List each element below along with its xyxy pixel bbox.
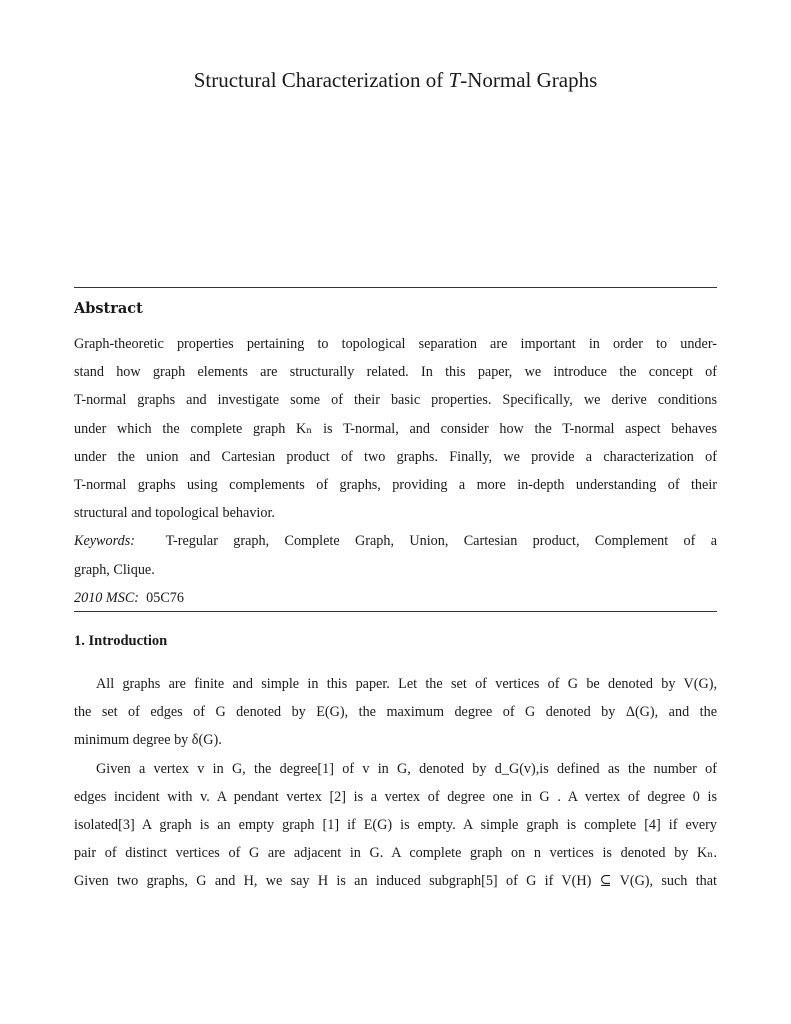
- abstract-line: structural and topological behavior.: [74, 505, 275, 522]
- intro-line: edges incident with v. A pendant vertex [2] is a vertex of degree one in G . A vertex of degree 0 is: [74, 788, 717, 805]
- msc-value: 05C76: [146, 589, 184, 606]
- intro-line: Given two graphs, G and H, we say H is an induced subgraph[5] of G if V(H) ⊆ V(G), such that: [74, 873, 717, 890]
- abstract-top-rule: [74, 287, 717, 288]
- msc-label: 2010 MSC:: [74, 589, 140, 606]
- abstract-body: [74, 330, 717, 612]
- introduction-body: [74, 670, 717, 896]
- keywords-label: Keywords:: [74, 533, 135, 550]
- intro-line: minimum degree by δ(G).: [74, 732, 222, 749]
- intro-line: Given a vertex v in G, the degree[1] of v in G, denoted by d_G(v),is defined as the number of: [96, 760, 717, 777]
- abstract-bottom-rule: [74, 611, 717, 612]
- abstract-heading: Abstract: [74, 300, 143, 317]
- keywords-text: T-regular graph, Complete Graph, Union, Cartesian product, Complement of a: [165, 533, 718, 550]
- keywords-line-2: graph, Clique.: [74, 561, 155, 578]
- intro-line: isolated[3] A graph is an empty graph [1] if E(G) is empty. A simple graph is complete [4] if every: [74, 817, 717, 834]
- section-heading-introduction: 1. Introduction: [74, 633, 168, 649]
- abstract-line: under the union and Cartesian product of two graphs. Finally, we provide a characterization of: [74, 448, 717, 465]
- paper-title: Structural Characterization of T-Normal Graphs: [193, 68, 598, 92]
- abstract-line: T-normal graphs and investigate some of their basic properties. Specifically, we derive conditions: [74, 392, 717, 409]
- intro-line: All graphs are finite and simple in this paper. Let the set of vertices of G be denoted by V(G),: [96, 676, 717, 692]
- msc-line: [74, 584, 717, 612]
- intro-line: pair of distinct vertices of G are adjacent in G. A complete graph on n vertices is denoted by Kₙ.: [74, 845, 717, 862]
- keywords-line: [74, 527, 717, 555]
- abstract-line: stand how graph elements are structurally related. In this paper, we introduce the concept of: [74, 364, 717, 381]
- intro-line: the set of edges of G denoted by E(G), the maximum degree of G denoted by Δ(G), and the: [74, 704, 717, 721]
- abstract-line: under which the complete graph Kₙ is T-normal, and consider how the T-normal aspect behaves: [74, 420, 717, 437]
- abstract-line: Graph-theoretic properties pertaining to topological separation are important in order to under-: [74, 336, 717, 352]
- abstract-line: T-normal graphs using complements of graphs, providing a more in-depth understanding of their: [74, 477, 717, 494]
